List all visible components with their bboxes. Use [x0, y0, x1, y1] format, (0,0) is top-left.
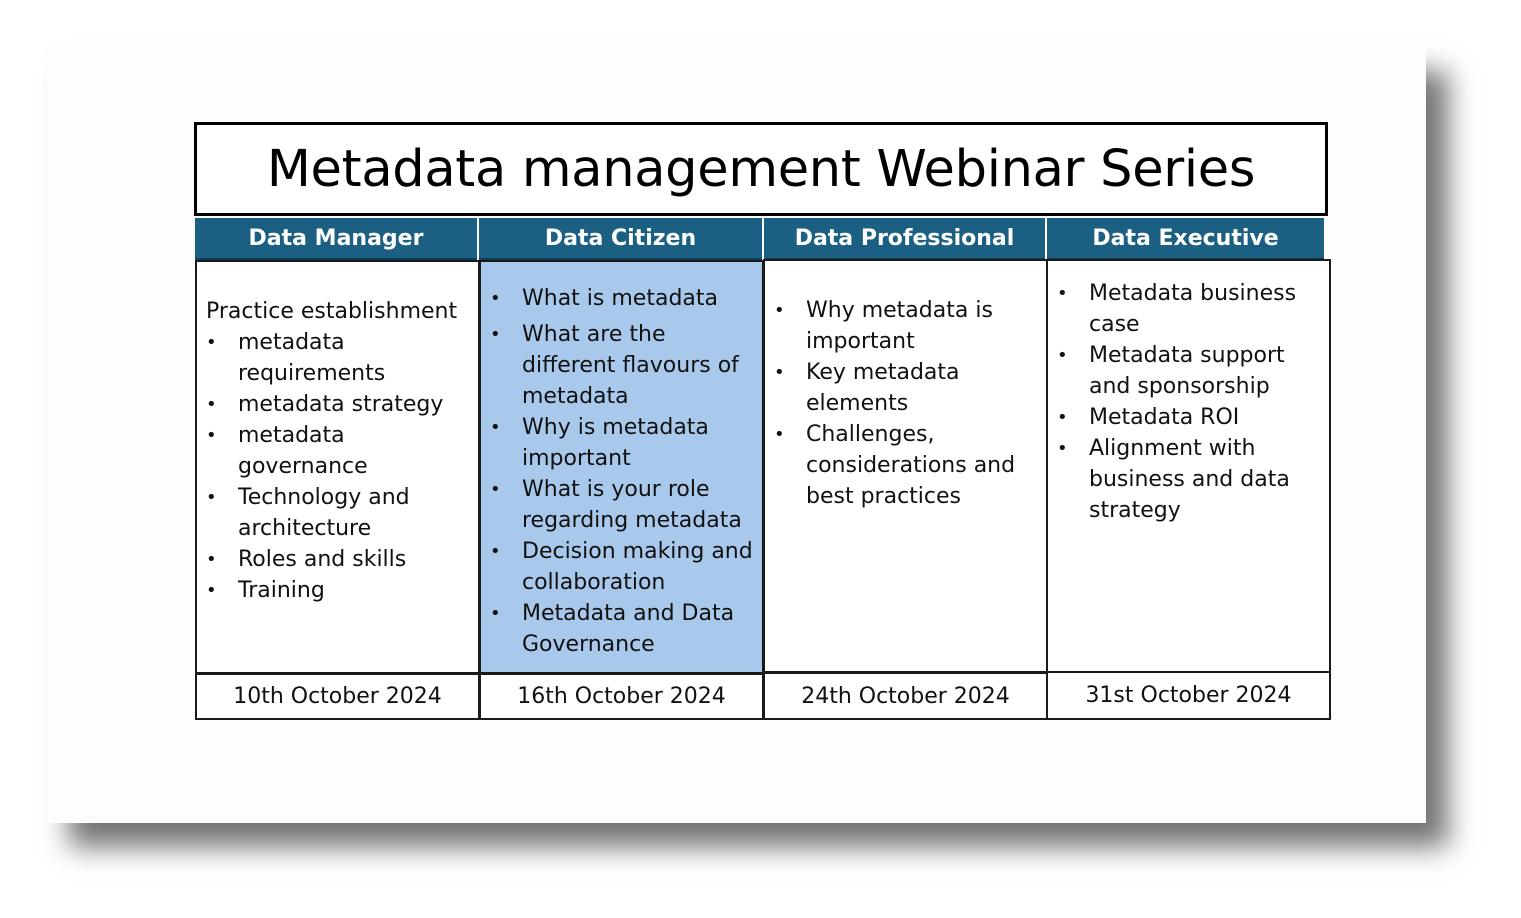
topic-list: [765, 295, 1046, 512]
topic-list: [197, 327, 478, 606]
session-date-text: 10th October 2024: [233, 684, 442, 709]
topic-item: • metadata strategy: [197, 389, 478, 420]
topic-item: • Decision making and collaboration: [481, 536, 762, 598]
topic-item: • metadata governance: [197, 420, 478, 482]
topic-item: • Alignment with business and data strategy: [1048, 433, 1329, 526]
topics-cell-data-executive: [1046, 259, 1331, 673]
column-header-label: Data Professional: [794, 225, 1015, 251]
session-date-text: 24th October 2024: [801, 683, 1010, 709]
slide: [47, 47, 1426, 823]
topic-item: • What is metadata: [481, 283, 762, 314]
session-date-data-citizen: [479, 673, 764, 720]
session-date-data-executive: [1046, 671, 1331, 720]
topic-item: • Metadata and Data Governance: [481, 598, 762, 660]
session-date-text: 16th October 2024: [517, 684, 726, 709]
column-header-label: Data Executive: [1092, 225, 1279, 251]
topic-item: • What are the different flavours of metadata: [481, 319, 762, 412]
topic-item: • Key metadata elements: [765, 357, 1046, 419]
topic-item: • metadata requirements: [197, 327, 478, 389]
column-header-data-manager: [195, 218, 477, 261]
column-header-label: Data Manager: [248, 225, 424, 251]
topic-item: • Why metadata is important: [765, 295, 1046, 357]
topic-item: • Metadata support and sponsorship: [1048, 340, 1329, 402]
topic-item: • Roles and skills: [197, 544, 478, 575]
title-box: [194, 122, 1328, 216]
session-date-data-manager: [195, 673, 480, 720]
topic-item: • What is your role regarding metadata: [481, 474, 762, 536]
topics-cell-data-manager: [195, 260, 480, 674]
topic-item: • Challenges, considerations and best practices: [765, 419, 1046, 512]
column-header-label: Data Citizen: [544, 225, 697, 251]
topic-list: [481, 283, 762, 660]
topic-item: • Why is metadata important: [481, 412, 762, 474]
page-title: Metadata management Webinar Series: [266, 139, 1256, 199]
column-header-data-professional: [764, 218, 1045, 261]
topics-cell-data-citizen: [479, 260, 764, 674]
column-header-data-citizen: [479, 218, 762, 261]
session-date-data-professional: [763, 672, 1048, 720]
topic-item: • Metadata ROI: [1048, 402, 1329, 433]
topic-item: • Metadata business case: [1048, 278, 1329, 340]
topic-item: • Training: [197, 575, 478, 606]
column-header-data-executive: [1047, 218, 1324, 261]
topic-list: [1048, 278, 1329, 526]
topic-intro: Practice establishment: [206, 299, 458, 324]
topics-cell-data-professional: [763, 259, 1048, 673]
topic-item: • Technology and architecture: [197, 482, 478, 544]
session-date-text: 31st October 2024: [1085, 683, 1292, 708]
